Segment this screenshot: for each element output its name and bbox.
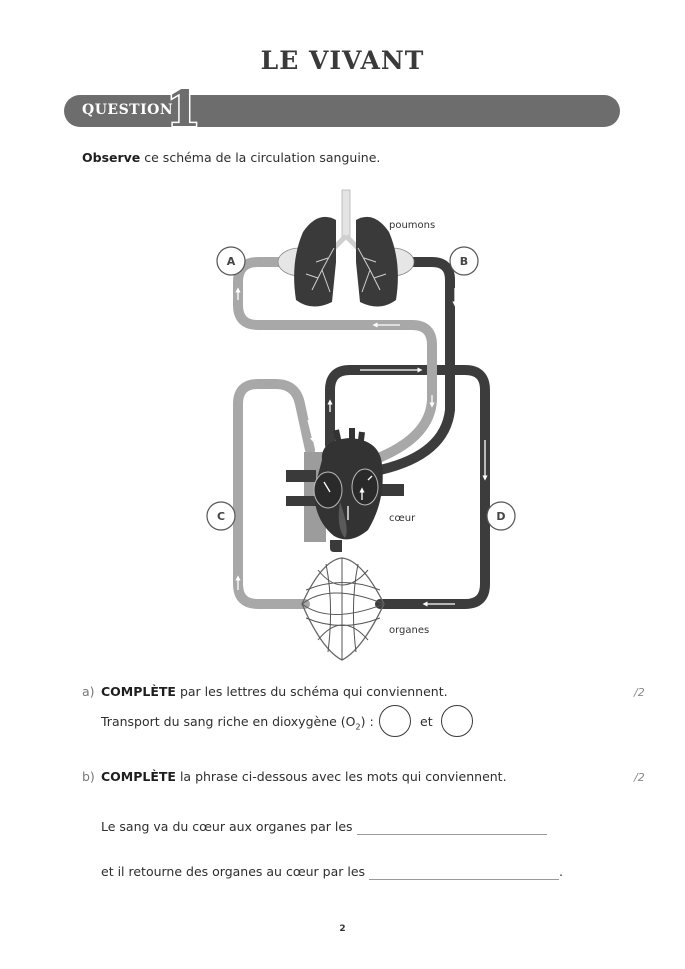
answer-circle-2[interactable] xyxy=(441,705,473,737)
part-a-instruction xyxy=(101,684,448,699)
part-a-marker: a) xyxy=(82,684,95,699)
page-number: 2 xyxy=(339,924,346,934)
sentence-1-text: Le sang va du cœur aux organes par les xyxy=(101,819,353,834)
answer-blank-1[interactable] xyxy=(357,819,547,835)
organs-illustration xyxy=(302,558,384,660)
letter-b: B xyxy=(459,255,469,268)
part-b-marker: b) xyxy=(82,769,95,784)
question-label: QUESTION xyxy=(82,102,174,118)
heart-label: cœur xyxy=(389,513,416,524)
lungs-label: poumons xyxy=(389,220,436,231)
organs-label: organes xyxy=(389,625,430,636)
sentence-2-text: et il retourne des organes au cœur par les xyxy=(101,864,366,879)
heart-illustration xyxy=(286,428,404,552)
sentence-2 xyxy=(101,864,563,880)
part-a-rest: par les lettres du schéma qui conviennent. xyxy=(175,684,448,699)
part-a-bold: COMPLÈTE xyxy=(101,684,176,699)
letter-a: A xyxy=(226,255,236,268)
letter-c: C xyxy=(216,510,226,523)
intro-bold: Observe xyxy=(82,150,141,165)
part-a-score: /2 xyxy=(634,686,645,699)
letter-d: D xyxy=(496,510,506,523)
part-b-score: /2 xyxy=(634,771,645,784)
answer-blank-2[interactable] xyxy=(369,864,559,880)
part-b-rest: la phrase ci-dessous avec les mots qui conviennent. xyxy=(175,769,507,784)
lungs-illustration xyxy=(278,190,414,307)
part-b-bold: COMPLÈTE xyxy=(101,769,176,784)
part-b-instruction xyxy=(101,769,507,784)
sentence-2-end: . xyxy=(559,864,563,879)
part-a-line-suffix: ) : xyxy=(360,714,374,729)
question-number: 1 xyxy=(166,79,201,138)
oxygen-subscript: 2 xyxy=(355,722,361,732)
page-title: LE VIVANT xyxy=(260,46,425,75)
sentence-1 xyxy=(101,819,547,835)
intro-rest: ce schéma de la circulation sanguine. xyxy=(140,150,381,165)
part-a-line-prefix: Transport du sang riche en dioxygène (O xyxy=(101,714,356,729)
part-a-line xyxy=(101,714,374,732)
part-a-connector: et xyxy=(420,714,433,729)
answer-circle-1[interactable] xyxy=(379,705,411,737)
